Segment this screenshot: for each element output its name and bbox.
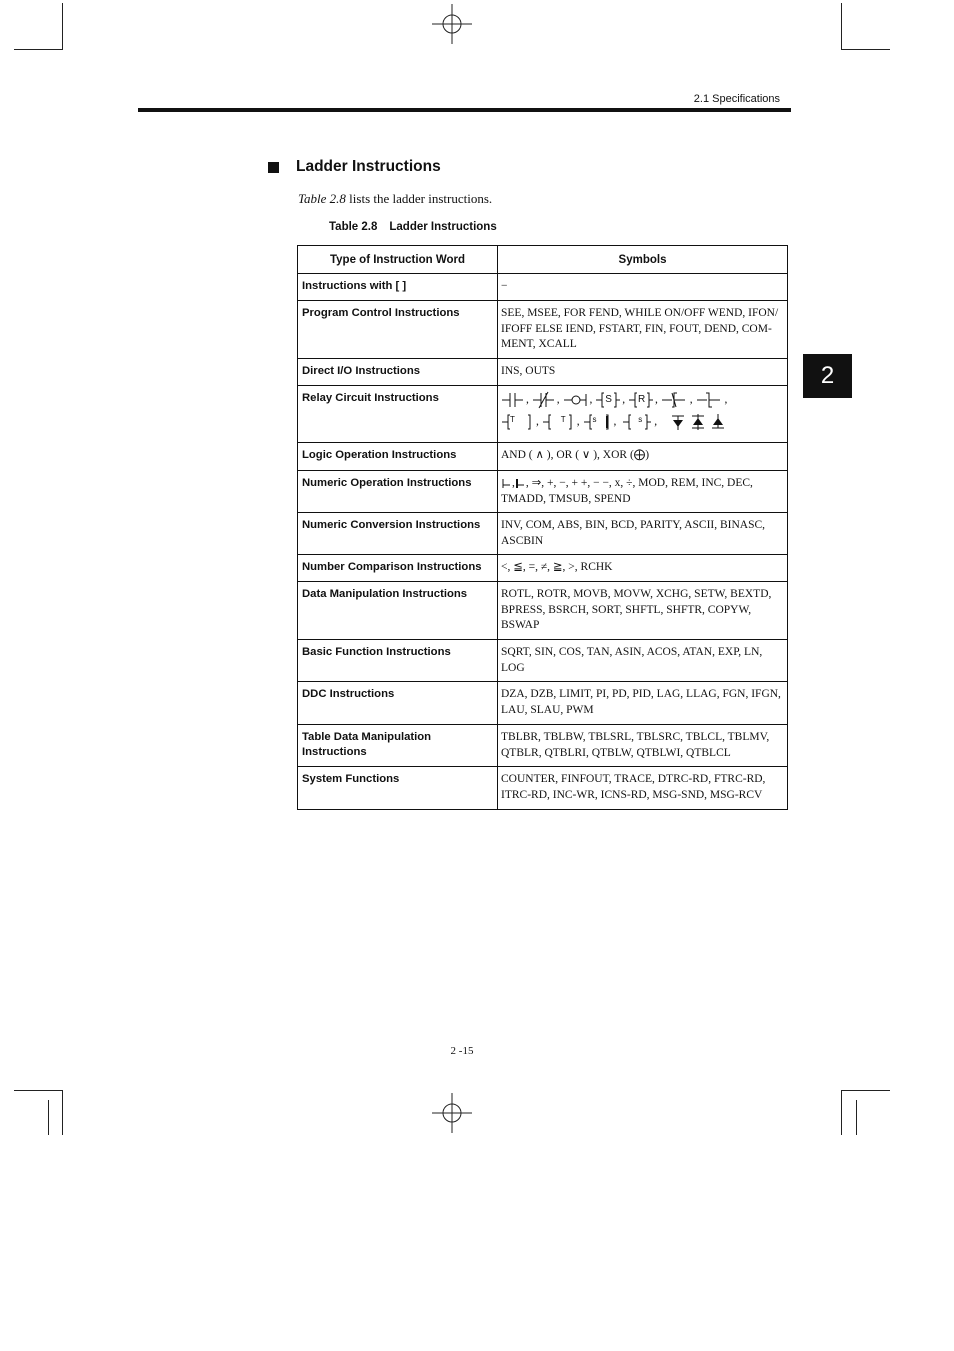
page-number: 2 -15 (450, 1045, 474, 1057)
sec-label: s (592, 415, 597, 424)
falling-edge-icon (696, 390, 724, 410)
header-symbols: Symbols (498, 246, 788, 274)
section-title-text: Ladder Instructions (296, 158, 441, 175)
registration-mark-top (432, 4, 472, 44)
set-label: S (605, 394, 612, 405)
header-type: Type of Instruction Word (298, 246, 498, 274)
chapter-number: 2 (820, 362, 835, 389)
off-delay-timer-icon (542, 412, 576, 432)
row-type: Basic Function Instructions (298, 640, 498, 682)
row-symbols: DZA, DZB, LIMIT, PI, PD, PID, LAG, LLAG, FGN, IFGN, LAU, SLAU, PWM (498, 682, 788, 725)
branch-up-down-icon (690, 412, 706, 432)
table-row (298, 301, 788, 359)
row-symbols: COUNTER, FINFOUT, TRACE, DTRC-RD, FTRC-RD, ITRC-RD, INC-WR, ICNS-RD, MSG-SND, MSG-RCV (498, 767, 788, 810)
store-bold-icon (515, 477, 525, 489)
intro-paragraph (298, 191, 492, 207)
row-type: Relay Circuit Instructions (298, 386, 498, 443)
off-delay-timer-sec-icon (619, 412, 653, 432)
row-type: DDC Instructions (298, 682, 498, 725)
ladder-instructions-table (297, 245, 788, 810)
relay-symbols-line-1 (501, 390, 783, 412)
separator: , (654, 415, 658, 428)
intro-text: lists the ladder instructions. (345, 191, 493, 206)
registration-mark-bottom (432, 1093, 472, 1133)
row-type: Direct I/O Instructions (298, 359, 498, 386)
numeric-symbols-cell (498, 471, 788, 513)
table-row (298, 725, 788, 767)
row-type: Data Manipulation Instructions (298, 582, 498, 640)
table-caption (329, 221, 497, 233)
no-contact-icon (501, 390, 525, 410)
separator: , (512, 477, 515, 489)
on-delay-timer-icon (501, 412, 535, 432)
rising-edge-icon (661, 390, 689, 410)
row-type: Numeric Conversion Instructions (298, 513, 498, 555)
row-type: Logic Operation Instructions (298, 443, 498, 471)
chapter-tab (803, 354, 852, 398)
table-row (298, 443, 788, 471)
row-symbols: INS, OUTS (498, 359, 788, 386)
caption-title: Ladder Instructions (389, 221, 497, 233)
row-type: System Functions (298, 767, 498, 810)
row-symbols: <, ≦, =, ≠, ≧, >, RCHK (498, 555, 788, 582)
separator: , (589, 393, 593, 406)
separator: , (622, 393, 626, 406)
table-row (298, 582, 788, 640)
caption-label: Table 2.8 (329, 221, 378, 233)
relay-symbols-cell (498, 386, 788, 443)
table-header-row (298, 246, 788, 274)
row-type: Instructions with [ ] (298, 274, 498, 301)
row-type: Numeric Operation Instructions (298, 471, 498, 513)
numeric-ops-text: , ⇒, +, −, + +, − −, x, ÷ (525, 477, 633, 489)
square-bullet-icon (268, 162, 279, 173)
separator: , (526, 393, 529, 406)
row-type: Number Comparison Instructions (298, 555, 498, 582)
running-header: 2.1 Specifications (693, 93, 780, 105)
separator: , (556, 393, 560, 406)
table-row (298, 386, 788, 443)
row-type: Table Data Manipulation Instructions (298, 725, 498, 767)
row-symbols: SQRT, SIN, COS, TAN, ASIN, ACOS, ATAN, EXP, LN, LOG (498, 640, 788, 682)
table-row (298, 471, 788, 513)
reset-coil-icon (628, 390, 654, 410)
separator: , (536, 415, 539, 428)
timer-label: T (510, 415, 515, 424)
table-row (298, 767, 788, 810)
separator: , (655, 393, 658, 406)
coil-icon (563, 390, 589, 410)
table-row (298, 555, 788, 582)
row-symbols: , MOD, REM, INC, DEC, TMADD, TMSUB, SPEND (501, 477, 753, 505)
header-rule (138, 108, 791, 112)
on-delay-timer-sec-icon (583, 412, 613, 432)
row-symbols: SEE, MSEE, FOR FEND, WHILE ON/OFF WEND, IFON/ IFOFF ELSE IEND, FSTART, FIN, FOUT, DEND, COM- MENT, XCALL (498, 301, 788, 359)
timer-label: T (560, 415, 566, 424)
row-symbols: AND ( ∧ ), OR ( ∨ ), XOR (⨁) (498, 443, 788, 471)
row-symbols: TBLBR, TBLBW, TBLSRL, TBLSRC, TBLCL, TBLMV, QTBLR, QTBLRI, QTBLW, QTBLWI, QTBLCL (498, 725, 788, 767)
row-symbols: INV, COM, ABS, BIN, BCD, PARITY, ASCII, BINASC, ASCBIN (498, 513, 788, 555)
section-title (268, 158, 441, 176)
store-icon (501, 477, 511, 489)
nc-contact-icon (532, 390, 556, 410)
table-row (298, 274, 788, 301)
sec-label: s (638, 415, 643, 424)
row-symbols: − (498, 274, 788, 301)
table-row (298, 359, 788, 386)
separator: , (724, 393, 728, 406)
branch-up-icon (710, 412, 726, 432)
table-row (298, 513, 788, 555)
separator: , (613, 415, 617, 428)
set-coil-icon (595, 390, 621, 410)
relay-symbols-line-2 (501, 412, 783, 434)
branch-down-icon (670, 412, 686, 432)
table-row (298, 640, 788, 682)
table-reference: Table 2.8 (298, 191, 346, 206)
table-row (298, 682, 788, 725)
row-type: Program Control Instructions (298, 301, 498, 359)
reset-label: R (638, 394, 646, 405)
separator: , (576, 415, 580, 428)
separator: , (689, 393, 693, 406)
row-symbols: ROTL, ROTR, MOVB, MOVW, XCHG, SETW, BEXTD, BPRESS, BSRCH, SORT, SHFTL, SHFTR, COPYW, BSWAP (498, 582, 788, 640)
